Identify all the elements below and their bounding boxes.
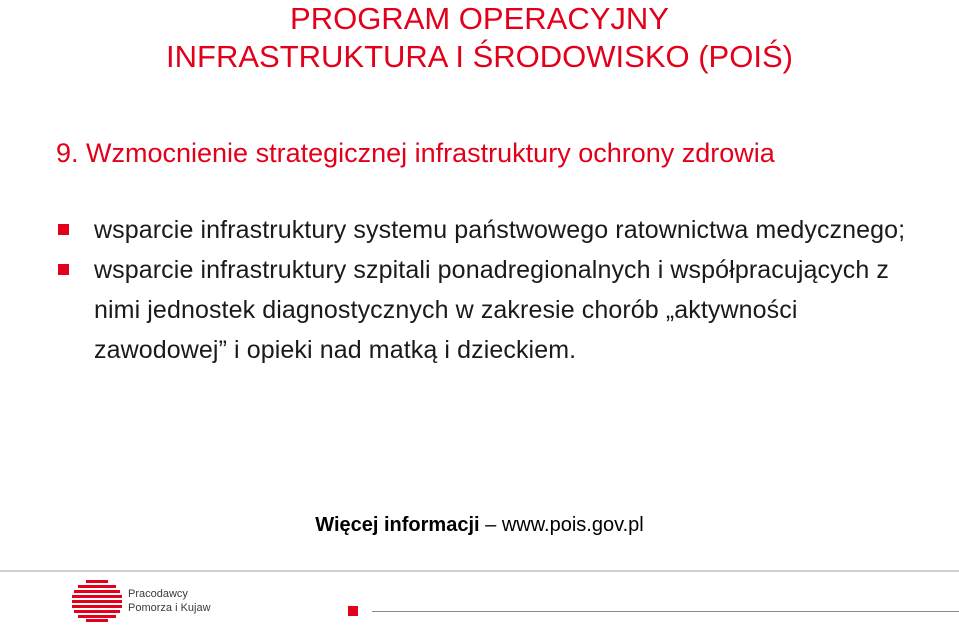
- more-info-separator: –: [479, 514, 502, 536]
- title-line-1: PROGRAM OPERACYJNY: [290, 1, 669, 36]
- footer-divider: [0, 570, 959, 572]
- list-item: [56, 250, 936, 370]
- more-info-label: Więcej informacji: [315, 514, 480, 536]
- section-heading: 9. Wzmocnienie strategicznej infrastruktury ochrony zdrowia: [56, 138, 775, 168]
- square-bullet-icon: [58, 224, 69, 235]
- more-info: [0, 511, 959, 539]
- pracodawcy-logo-icon: [72, 580, 122, 622]
- square-bullet-icon: [58, 264, 69, 275]
- logo-text-line-2: Pomorza i Kujaw: [128, 602, 211, 614]
- list-item-text: wsparcie infrastruktury szpitali ponadregionalnych i współpracujących z nimi jednostek diagnostycznych w zakresie chorób „aktywności zawodowej” i opieki nad matką i dzieckiem.: [94, 256, 889, 364]
- page-title: [0, 0, 959, 76]
- footer-line: [372, 611, 959, 612]
- more-info-link[interactable]: www.pois.gov.pl: [501, 514, 644, 536]
- footer-square-icon: [348, 606, 358, 616]
- list-item: [56, 210, 936, 250]
- logo-text-line-1: Pracodawcy: [128, 588, 188, 600]
- bullet-list: [56, 210, 936, 370]
- logo-text: [128, 587, 211, 615]
- title-line-2: INFRASTRUKTURA I ŚRODOWISKO (POIŚ): [166, 39, 793, 74]
- list-item-text: wsparcie infrastruktury systemu państwowego ratownictwa medycznego;: [94, 216, 906, 244]
